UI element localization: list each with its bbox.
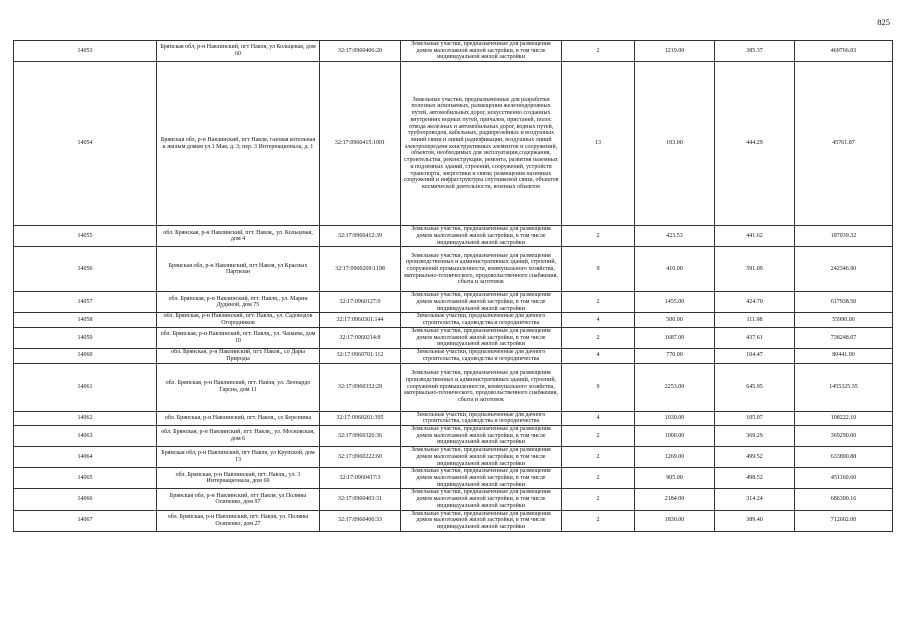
cadastral-value-cell: 738248.07 (795, 327, 893, 348)
group-cell: 2 (562, 468, 635, 489)
area-cell: 423.53 (635, 226, 715, 247)
row-number: 14056 (14, 247, 157, 292)
address-cell: обл. Брянская, р-н Навлинский, пгт. Навля,, ул. Московская, дом 6 (157, 425, 320, 446)
specific-value-cell: 498.52 (715, 468, 795, 489)
cadastral-number-cell: 32:17:0960415:1001 (320, 62, 401, 226)
area-cell: 1030.00 (635, 411, 715, 425)
land-use-cell: Земельные участки, предназначенные для дачного строительства, садоводства и огородничества (401, 313, 562, 327)
cadastral-value-cell: 55990.00 (795, 313, 893, 327)
table-row (14, 41, 893, 62)
land-use-cell: Земельные участки, предназначенные для размещения производственных и административных зданий, строений, сооружений промышленности, коммунального хозяйства, материально-технического, продовольственного снабжения, сбыта и заготовок (401, 363, 562, 411)
cadastral-number-cell: 32:17:0960201:395 (320, 411, 401, 425)
group-cell: 4 (562, 349, 635, 363)
land-use-cell: Земельные участки, предназначенные для размещения домов малоэтажной жилой застройки, в том числе индивидуальной жилой застройки (401, 510, 562, 531)
row-number: 14058 (14, 313, 157, 327)
cadastral-number-cell: 32:17:0960326:36 (320, 425, 401, 446)
specific-value-cell: 645.95 (715, 363, 795, 411)
land-use-cell: Земельные участки, предназначенные для дачного строительства, садоводства и огородничества (401, 349, 562, 363)
cadastral-number-cell: 32:17:0960406:33 (320, 510, 401, 531)
cadastral-number-cell: 32:17:0960214:8 (320, 327, 401, 348)
cadastral-number-cell: 32:17:0960406:20 (320, 41, 401, 62)
cadastral-value-cell: 242346.90 (795, 247, 893, 292)
table-row (14, 363, 893, 411)
row-number: 14065 (14, 468, 157, 489)
group-cell: 2 (562, 425, 635, 446)
group-cell: 2 (562, 292, 635, 313)
table-row (14, 510, 893, 531)
table-row (14, 327, 893, 348)
group-cell: 2 (562, 327, 635, 348)
land-use-cell: Земельные участки, предназначенные для размещения домов малоэтажной жилой застройки, в том числе индивидуальной жилой застройки (401, 327, 562, 348)
cadastral-number-cell: 32:17:0960222:60 (320, 447, 401, 468)
table-row (14, 313, 893, 327)
cadastral-value-cell: 633890.88 (795, 447, 893, 468)
area-cell: 1687.00 (635, 327, 715, 348)
table-row (14, 62, 893, 226)
land-use-cell: Земельные участки, предназначенные для размещения домов малоэтажной жилой застройки, в том числе индивидуальной жилой застройки (401, 489, 562, 510)
row-number: 14066 (14, 489, 157, 510)
area-cell: 2253.00 (635, 363, 715, 411)
area-cell: 1000.00 (635, 425, 715, 446)
address-cell: обл. Брянская, р-н Навлинский, пгт. Навля,, ул. 3 Интернационала, дом 60 (157, 468, 320, 489)
area-cell: 770.00 (635, 349, 715, 363)
area-cell: 500.00 (635, 313, 715, 327)
group-cell: 2 (562, 489, 635, 510)
group-cell: 13 (562, 62, 635, 226)
row-number: 14062 (14, 411, 157, 425)
group-cell: 2 (562, 447, 635, 468)
row-number: 14060 (14, 349, 157, 363)
address-cell: Брянская обл, р-н Навлинский, пгт Навля, ул Кольцевая, дом 60 (157, 41, 320, 62)
cadastral-number-cell: 32:17:0960332:29 (320, 363, 401, 411)
cadastral-value-cell: 712602.00 (795, 510, 893, 531)
cadastral-number-cell: 32:17:0960701:112 (320, 349, 401, 363)
specific-value-cell: 111.98 (715, 313, 795, 327)
cadastral-number-cell: 32:17:0960403:31 (320, 489, 401, 510)
area-cell: 410.00 (635, 247, 715, 292)
row-number: 14059 (14, 327, 157, 348)
land-use-cell: Земельные участки, предназначенные для дачного строительства, садоводства и огородничества (401, 411, 562, 425)
address-cell: обл. Брянская, р-н Навлинский, пгт. Навля,, ул. Кольцевая, дом 4 (157, 226, 320, 247)
group-cell: 4 (562, 411, 635, 425)
specific-value-cell: 369.29 (715, 425, 795, 446)
area-cell: 2184.00 (635, 489, 715, 510)
specific-value-cell: 591.09 (715, 247, 795, 292)
cadastral-number-cell: 32:17:0960417:3 (320, 468, 401, 489)
address-cell: Брянская обл, р-н Навлинский, пгт Навля, ул Поляны Осипенко, дом 97 (157, 489, 320, 510)
land-use-cell: Земельные участки, предназначенные для разработки полезных ископаемых, размещения железнодорожных путей, автомобильных дорог, искусственно созданных внутренних водных путей, причалов, пристаней, полос отвода железных и автомобильных дорог, водных путей, трубопроводов, кабельных, радиорелейных и воздушных линий связи и линий радиофикации, воздушных линий электропередачи конструктивных элементов и сооружений, объектов, необходимых для эксплуатации,содержания, строительства, реконструкции, ремонта, развития наземных и подземных зданий, строений, сооружений, устройств транспорта, энергетики и связи; размещения наземных сооружений и инфраструктуры спутниковой связи, объектов космической деятельности, военных объектов (401, 62, 562, 226)
cadastral-value-cell: 617938.50 (795, 292, 893, 313)
address-cell: Брянская обл, р-н Навлинский, пгт Навля, ул Красных Партизан (157, 247, 320, 292)
address-cell: обл. Брянская, р-н Навлинский, пгт. Навля,, со Березника (157, 411, 320, 425)
cadastral-value-cell: 469766.03 (795, 41, 893, 62)
cadastral-number-cell: 32:17:0960209:1198 (320, 247, 401, 292)
group-cell: 2 (562, 41, 635, 62)
specific-value-cell: 105.07 (715, 411, 795, 425)
table-body (14, 41, 893, 532)
specific-value-cell: 441.62 (715, 226, 795, 247)
row-number: 14055 (14, 226, 157, 247)
address-cell: Брянская обл, р-н Навлинский, пгт Навля, ул Крупской, дом 13 (157, 447, 320, 468)
cadastral-number-cell: 32:17:0960301:144 (320, 313, 401, 327)
row-number: 14063 (14, 425, 157, 446)
area-cell: 1830.00 (635, 510, 715, 531)
row-number: 14053 (14, 41, 157, 62)
cadastral-number-cell: 32:17:0960127:9 (320, 292, 401, 313)
cadastral-value-cell: 686300.16 (795, 489, 893, 510)
table-row (14, 468, 893, 489)
area-cell: 1269.00 (635, 447, 715, 468)
table-row (14, 292, 893, 313)
cadastral-value-cell: 80441.90 (795, 349, 893, 363)
group-cell: 9 (562, 363, 635, 411)
specific-value-cell: 424.70 (715, 292, 795, 313)
table-row (14, 411, 893, 425)
table-row (14, 489, 893, 510)
cadastral-value-cell: 451160.60 (795, 468, 893, 489)
land-use-cell: Земельные участки, предназначенные для размещения домов малоэтажной жилой застройки, в том числе индивидуальной жилой застройки (401, 468, 562, 489)
area-cell: 1455.00 (635, 292, 715, 313)
address-cell: обл. Брянская, р-н Навлинский, пгт. Навля,, ул. Садоводов Огородников (157, 313, 320, 327)
row-number: 14057 (14, 292, 157, 313)
specific-value-cell: 389.40 (715, 510, 795, 531)
row-number: 14064 (14, 447, 157, 468)
group-cell: 2 (562, 510, 635, 531)
land-use-cell: Земельные участки, предназначенные для размещения домов малоэтажной жилой застройки, в том числе индивидуальной жилой застройки (401, 226, 562, 247)
table-row (14, 425, 893, 446)
cadastral-number-cell: 32:17:0960412:39 (320, 226, 401, 247)
table-row (14, 247, 893, 292)
land-use-cell: Земельные участки, предназначенные для размещения производственных и административных зданий, строений, сооружений промышленности, коммунального хозяйства, материально-технического, продовольственного снабжения, сбыта и заготовок (401, 247, 562, 292)
cadastral-value-cell: 45761.87 (795, 62, 893, 226)
area-cell: 1219.00 (635, 41, 715, 62)
address-cell: обл. Брянская, р-н Навлинский, пгт. Навля,, со Дары Природы (157, 349, 320, 363)
group-cell: 4 (562, 313, 635, 327)
address-cell: Брянская обл, р-н Навлинский, пгт Навля, газовая котельная к жилым домам ул.1 Мая, д. 3; пер. 3 Интернационала, д. 1 (157, 62, 320, 226)
area-cell: 103.00 (635, 62, 715, 226)
page-number: 825 (877, 17, 890, 27)
specific-value-cell: 499.52 (715, 447, 795, 468)
cadastral-value-cell: 369290.00 (795, 425, 893, 446)
cadastral-value-cell: 1455325.35 (795, 363, 893, 411)
group-cell: 2 (562, 226, 635, 247)
cadastral-value-table (13, 40, 893, 532)
table-row (14, 226, 893, 247)
row-number: 14067 (14, 510, 157, 531)
cadastral-value-cell: 187039.32 (795, 226, 893, 247)
specific-value-cell: 437.61 (715, 327, 795, 348)
land-use-cell: Земельные участки, предназначенные для размещения домов малоэтажной жилой застройки, в том числе индивидуальной жилой застройки (401, 292, 562, 313)
row-number: 14054 (14, 62, 157, 226)
address-cell: обл. Брянская, р-н Навлинский, пгт. Навля,, ул. Марии Дудиной, дом 75 (157, 292, 320, 313)
cadastral-value-cell: 108222.10 (795, 411, 893, 425)
table-row (14, 349, 893, 363)
land-use-cell: Земельные участки, предназначенные для размещения домов малоэтажной жилой застройки, в том числе индивидуальной жилой застройки (401, 41, 562, 62)
row-number: 14061 (14, 363, 157, 411)
specific-value-cell: 444.29 (715, 62, 795, 226)
address-cell: обл. Брянская, р-н Навлинский, пгт. Навля,, ул. Чапаева, дом 10 (157, 327, 320, 348)
land-use-cell: Земельные участки, предназначенные для размещения домов малоэтажной жилой застройки, в том числе индивидуальной жилой застройки (401, 447, 562, 468)
specific-value-cell: 104.47 (715, 349, 795, 363)
address-cell: обл. Брянская, р-н Навлинский, пгт. Навля, ул. Леонардо Гарсиа, дом 11 (157, 363, 320, 411)
land-use-cell: Земельные участки, предназначенные для размещения домов малоэтажной жилой застройки, в том числе индивидуальной жилой застройки (401, 425, 562, 446)
table-row (14, 447, 893, 468)
group-cell: 9 (562, 247, 635, 292)
area-cell: 905.00 (635, 468, 715, 489)
specific-value-cell: 385.37 (715, 41, 795, 62)
address-cell: обл. Брянская, р-н Навлинский, пгт. Навля, ул. Поляны Осипенко, дом 27 (157, 510, 320, 531)
specific-value-cell: 314.24 (715, 489, 795, 510)
